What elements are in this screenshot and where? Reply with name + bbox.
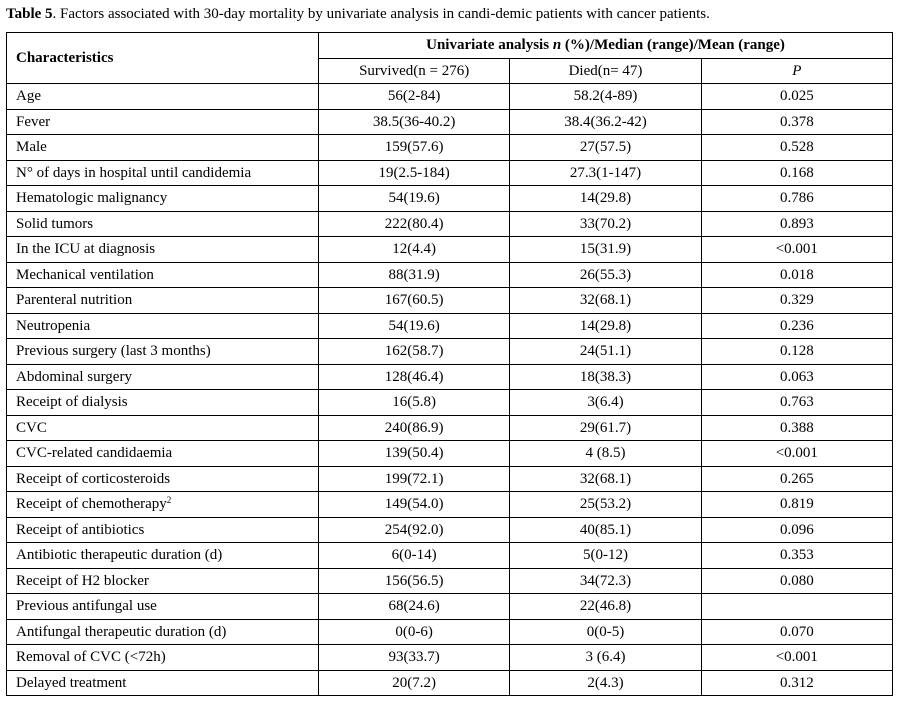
p-value: 0.265 (701, 466, 892, 492)
died-value: 33(70.2) (510, 211, 701, 237)
footnote-marker: 2 (166, 495, 172, 506)
survived-value: 222(80.4) (319, 211, 510, 237)
table-row (7, 364, 893, 390)
row-characteristic (7, 517, 319, 543)
characteristic-label: N° of days in hospital until candidemia (16, 164, 252, 181)
group-header-pre: Univariate analysis (426, 37, 553, 54)
survived-value: 6(0-14) (319, 543, 510, 569)
row-characteristic (7, 313, 319, 339)
characteristic-label: CVC (16, 419, 47, 436)
p-value: 0.018 (701, 262, 892, 288)
characteristic-label: Receipt of dialysis (16, 394, 128, 411)
row-characteristic (7, 670, 319, 696)
died-value: 14(29.8) (510, 186, 701, 212)
died-value: 27.3(1-147) (510, 160, 701, 186)
characteristic-label: Neutropenia (16, 317, 91, 334)
characteristics-header: Characteristics (7, 33, 319, 84)
p-value: <0.001 (701, 645, 892, 671)
p-value: 0.786 (701, 186, 892, 212)
p-value: 0.528 (701, 135, 892, 161)
characteristic-label: Receipt of chemotherapy (16, 496, 167, 513)
p-value: 0.080 (701, 568, 892, 594)
p-value: 0.893 (701, 211, 892, 237)
row-characteristic (7, 211, 319, 237)
row-characteristic (7, 288, 319, 314)
p-value: 0.378 (701, 109, 892, 135)
characteristic-label: Male (16, 139, 47, 156)
table-row (7, 135, 893, 161)
row-characteristic (7, 415, 319, 441)
row-characteristic (7, 237, 319, 263)
characteristic-label: Receipt of H2 blocker (16, 572, 149, 589)
died-header: Died(n= 47) (510, 58, 701, 84)
row-characteristic (7, 135, 319, 161)
table-body (7, 84, 893, 696)
characteristic-label: Previous antifungal use (16, 598, 157, 615)
p-value: 0.096 (701, 517, 892, 543)
died-value: 25(53.2) (510, 492, 701, 518)
row-characteristic (7, 543, 319, 569)
table-row (7, 517, 893, 543)
p-value: 0.353 (701, 543, 892, 569)
died-value: 0(0-5) (510, 619, 701, 645)
group-header-post: (%)/Median (range)/Mean (range) (561, 37, 785, 54)
table-row (7, 670, 893, 696)
characteristic-label: Previous surgery (last 3 months) (16, 343, 211, 360)
survived-value: 54(19.6) (319, 313, 510, 339)
characteristic-label: Age (16, 88, 41, 105)
survived-value: 93(33.7) (319, 645, 510, 671)
characteristic-label: Solid tumors (16, 215, 94, 232)
header-row-group (7, 33, 893, 59)
died-value: 27(57.5) (510, 135, 701, 161)
table-row (7, 211, 893, 237)
p-value: 0.312 (701, 670, 892, 696)
survived-value: 128(46.4) (319, 364, 510, 390)
table-row (7, 186, 893, 212)
died-value: 29(61.7) (510, 415, 701, 441)
table-row (7, 415, 893, 441)
table-row (7, 339, 893, 365)
characteristic-label: In the ICU at diagnosis (16, 241, 156, 258)
p-value: 0.819 (701, 492, 892, 518)
characteristic-label: Hematologic malignancy (16, 190, 168, 207)
table-row (7, 441, 893, 467)
row-characteristic (7, 262, 319, 288)
table-row (7, 568, 893, 594)
survived-value: 156(56.5) (319, 568, 510, 594)
row-characteristic (7, 568, 319, 594)
row-characteristic (7, 109, 319, 135)
univariate-analysis-header (319, 33, 893, 59)
died-value: 58.2(4-89) (510, 84, 701, 110)
survived-value: 38.5(36-40.2) (319, 109, 510, 135)
p-value-header: P (701, 58, 892, 84)
characteristic-label: Parenteral nutrition (16, 292, 133, 309)
died-value: 32(68.1) (510, 288, 701, 314)
table-caption (6, 4, 710, 24)
survived-value: 88(31.9) (319, 262, 510, 288)
died-value: 38.4(36.2-42) (510, 109, 701, 135)
table-row (7, 288, 893, 314)
p-value: 0.070 (701, 619, 892, 645)
row-characteristic (7, 390, 319, 416)
characteristic-label: Removal of CVC (<72h) (16, 649, 166, 666)
p-value: 0.168 (701, 160, 892, 186)
characteristic-label: Mechanical ventilation (16, 266, 154, 283)
table-row (7, 543, 893, 569)
p-value (701, 594, 892, 620)
row-characteristic (7, 619, 319, 645)
survived-value: 19(2.5-184) (319, 160, 510, 186)
characteristic-label: Fever (16, 113, 51, 130)
p-value: 0.388 (701, 415, 892, 441)
group-header-n: n (552, 37, 562, 54)
characteristic-label: Delayed treatment (16, 674, 127, 691)
survived-value: 0(0-6) (319, 619, 510, 645)
table-row (7, 84, 893, 110)
died-value: 14(29.8) (510, 313, 701, 339)
survived-value: 199(72.1) (319, 466, 510, 492)
table-row (7, 237, 893, 263)
p-value: 0.329 (701, 288, 892, 314)
row-characteristic (7, 594, 319, 620)
caption-text: . Factors associated with 30-day mortality by univariate analysis in candi-demic patients with cancer patients. (52, 6, 710, 22)
row-characteristic (7, 186, 319, 212)
row-characteristic (7, 492, 319, 518)
table-row (7, 262, 893, 288)
characteristic-label: Receipt of corticosteroids (16, 470, 171, 487)
survived-value: 20(7.2) (319, 670, 510, 696)
survived-value: 167(60.5) (319, 288, 510, 314)
row-characteristic (7, 160, 319, 186)
p-value: 0.763 (701, 390, 892, 416)
table-row (7, 313, 893, 339)
survived-value: 240(86.9) (319, 415, 510, 441)
survived-value: 56(2-84) (319, 84, 510, 110)
survived-value: 12(4.4) (319, 237, 510, 263)
died-value: 3(6.4) (510, 390, 701, 416)
died-value: 4 (8.5) (510, 441, 701, 467)
died-value: 32(68.1) (510, 466, 701, 492)
table-row (7, 619, 893, 645)
table-row (7, 594, 893, 620)
died-value: 15(31.9) (510, 237, 701, 263)
died-value: 26(55.3) (510, 262, 701, 288)
characteristic-label: Receipt of antibiotics (16, 521, 145, 538)
table-row (7, 390, 893, 416)
characteristic-label: Antibiotic therapeutic duration (d) (16, 547, 223, 564)
p-value: <0.001 (701, 441, 892, 467)
row-characteristic (7, 466, 319, 492)
died-value: 2(4.3) (510, 670, 701, 696)
died-value: 22(46.8) (510, 594, 701, 620)
survived-value: 254(92.0) (319, 517, 510, 543)
survived-value: 54(19.6) (319, 186, 510, 212)
row-characteristic (7, 339, 319, 365)
table-label: Table 5 (6, 6, 53, 22)
row-characteristic (7, 441, 319, 467)
characteristic-label: CVC-related candidaemia (16, 445, 173, 462)
table-row (7, 160, 893, 186)
p-value: 0.025 (701, 84, 892, 110)
p-value: 0.236 (701, 313, 892, 339)
table-row (7, 492, 893, 518)
p-value: <0.001 (701, 237, 892, 263)
row-characteristic (7, 364, 319, 390)
died-value: 40(85.1) (510, 517, 701, 543)
table-row (7, 466, 893, 492)
characteristic-label: Abdominal surgery (16, 368, 132, 385)
died-value: 18(38.3) (510, 364, 701, 390)
survived-value: 16(5.8) (319, 390, 510, 416)
row-characteristic (7, 645, 319, 671)
table-row (7, 109, 893, 135)
survived-header: Survived(n = 276) (319, 58, 510, 84)
died-value: 34(72.3) (510, 568, 701, 594)
row-characteristic (7, 84, 319, 110)
characteristic-label: Antifungal therapeutic duration (d) (16, 623, 227, 640)
died-value: 3 (6.4) (510, 645, 701, 671)
p-value: 0.128 (701, 339, 892, 365)
died-value: 5(0-12) (510, 543, 701, 569)
table-row (7, 645, 893, 671)
survived-value: 68(24.6) (319, 594, 510, 620)
survived-value: 139(50.4) (319, 441, 510, 467)
p-value: 0.063 (701, 364, 892, 390)
survived-value: 159(57.6) (319, 135, 510, 161)
died-value: 24(51.1) (510, 339, 701, 365)
mortality-table (6, 32, 893, 696)
survived-value: 149(54.0) (319, 492, 510, 518)
survived-value: 162(58.7) (319, 339, 510, 365)
